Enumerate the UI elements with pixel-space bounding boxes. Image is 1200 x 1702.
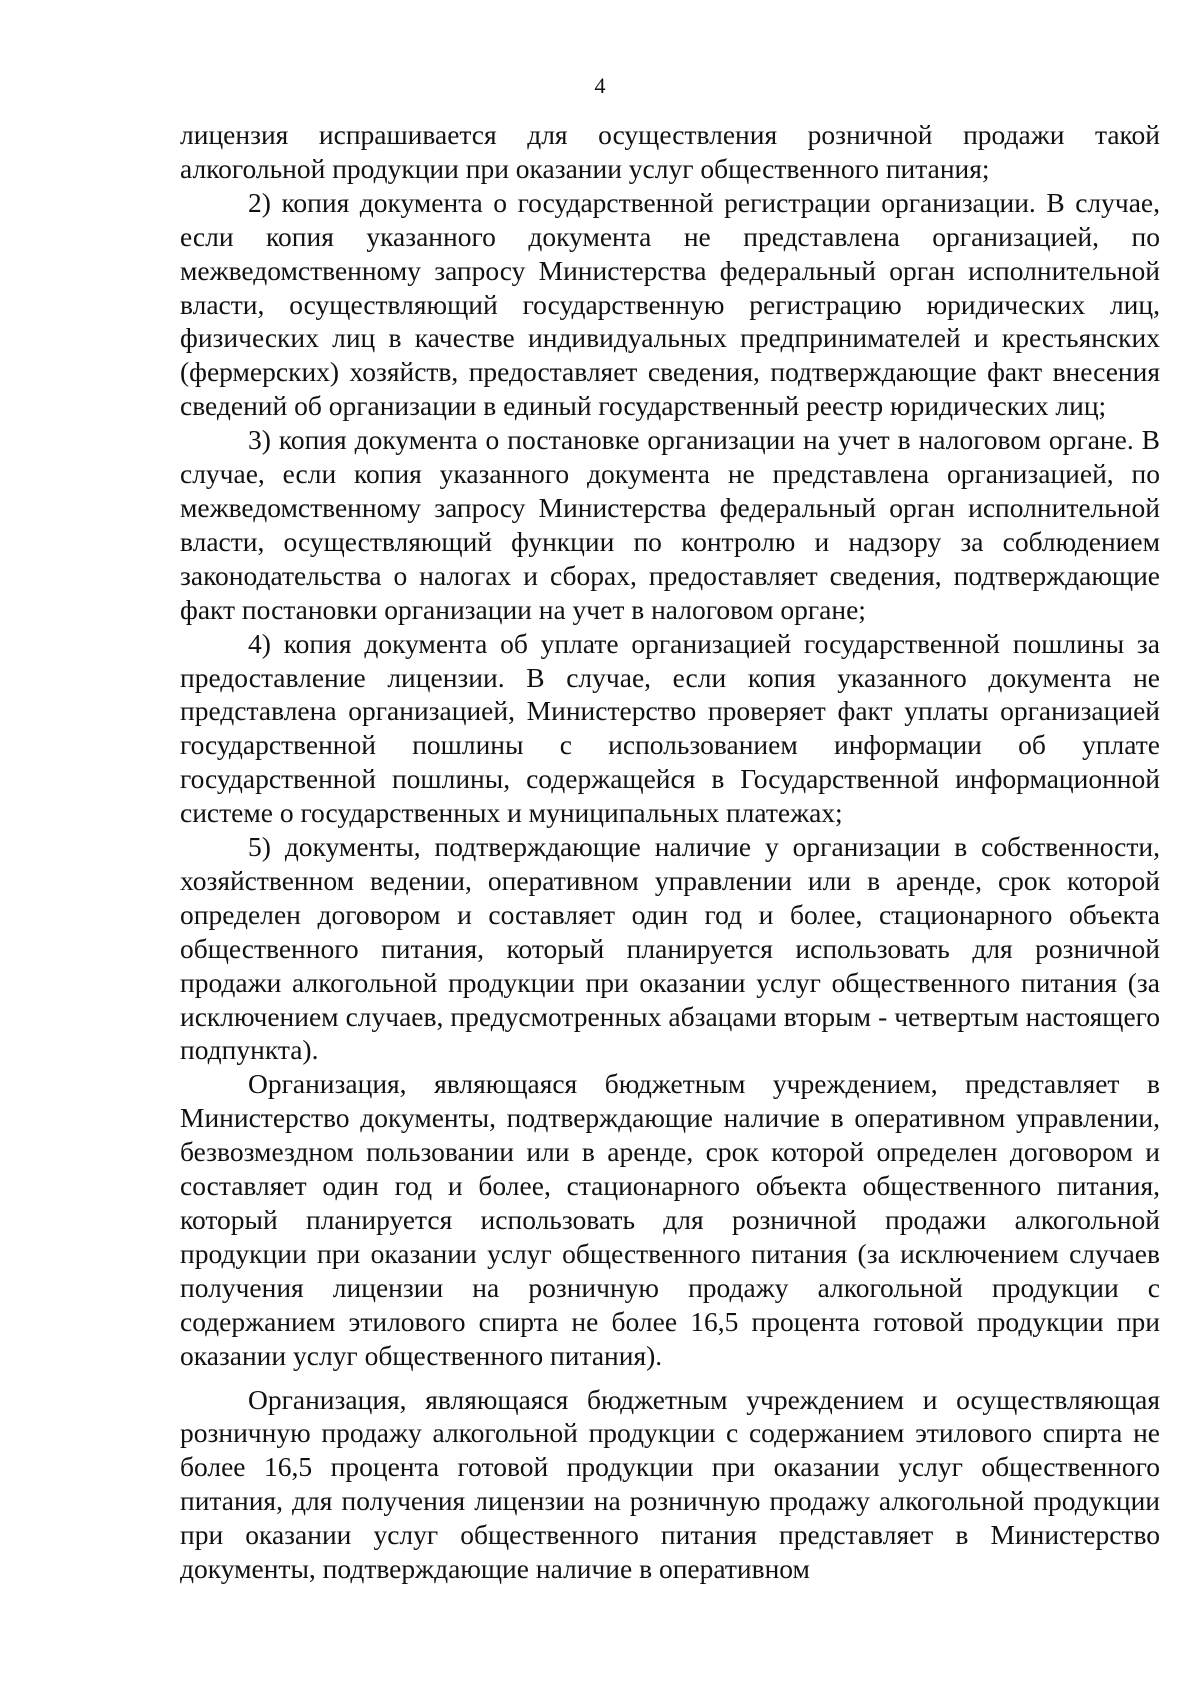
list-item-4: 4) копия документа об уплате организацией государственной пошлины за предоставление лицензии. В случае, если копия указанного документа не представлена организацией, Министерство проверяет факт уплаты организацией государственной пошлины с использованием информации об уплате государственной пошлины, содержащейся в Государственной информационной системе о государственных и муниципальных платежах; — [180, 627, 1160, 829]
document-body — [180, 118, 1160, 1586]
paragraph-budget-institution-retail: Организация, являющаяся бюджетным учреждением и осуществляющая розничную продажу алкогольной продукции с содержанием этилового спирта не более 16,5 процента готовой продукции при оказании услуг общественного питания, для получения лицензии на розничную продажу алкогольной продукции при оказании услуг общественного питания представляет в Министерство документы, подтверждающие наличие в оперативном — [180, 1383, 1160, 1585]
list-item-3: 3) копия документа о постановке организации на учет в налоговом органе. В случае, если копия указанного документа не представлена организацией, по межведомственному запросу Министерства федеральный орган исполнительной власти, осуществляющий функции по контролю и надзору за соблюдением законодательства о налогах и сборах, предоставляет сведения, подтверждающие факт постановки организации на учет в налоговом органе; — [180, 424, 1160, 625]
list-item-2: 2) копия документа о государственной регистрации организации. В случае, если копия указанного документа не представлена организацией, по межведомственному запросу Министерства федеральный орган исполнительной власти, осуществляющий государственную регистрацию юридических лиц, физических лиц в качестве индивидуальных предпринимателей и крестьянских (фермерских) хозяйств, предоставляет сведения, подтверждающие факт внесения сведений об организации в единый государственный реестр юридических лиц; — [180, 186, 1160, 422]
list-item-5: 5) документы, подтверждающие наличие у организации в собственности, хозяйственном ведении, оперативном управлении или в аренде, срок которой определен договором и составляет один год и более, стационарного объекта общественного питания, который планируется использовать для розничной продажи алкогольной продукции при оказании услуг общественного питания (за исключением случаев, предусмотренных абзацами вторым - четвертым настоящего подпункта). — [180, 831, 1160, 1066]
paragraph-budget-institution: Организация, являющаяся бюджетным учреждением, представляет в Министерство документы, подтверждающие наличие в оперативном управлении, безвозмездном пользовании или в аренде, срок которой определен договором и составляет один год и более, стационарного объекта общественного питания, который планируется использовать для розничной продажи алкогольной продукции при оказании услуг общественного питания (за исключением случаев получения лицензии на розничную продажу алкогольной продукции с содержанием этилового спирта не более 16,5 процента готовой продукции при оказании услуг общественного питания). — [180, 1068, 1160, 1371]
page-number: 4 — [594, 73, 606, 98]
paragraph-continuation: лицензия испрашивается для осуществления розничной продажи такой алкогольной продукции при оказании услуг общественного питания; — [180, 119, 1160, 184]
